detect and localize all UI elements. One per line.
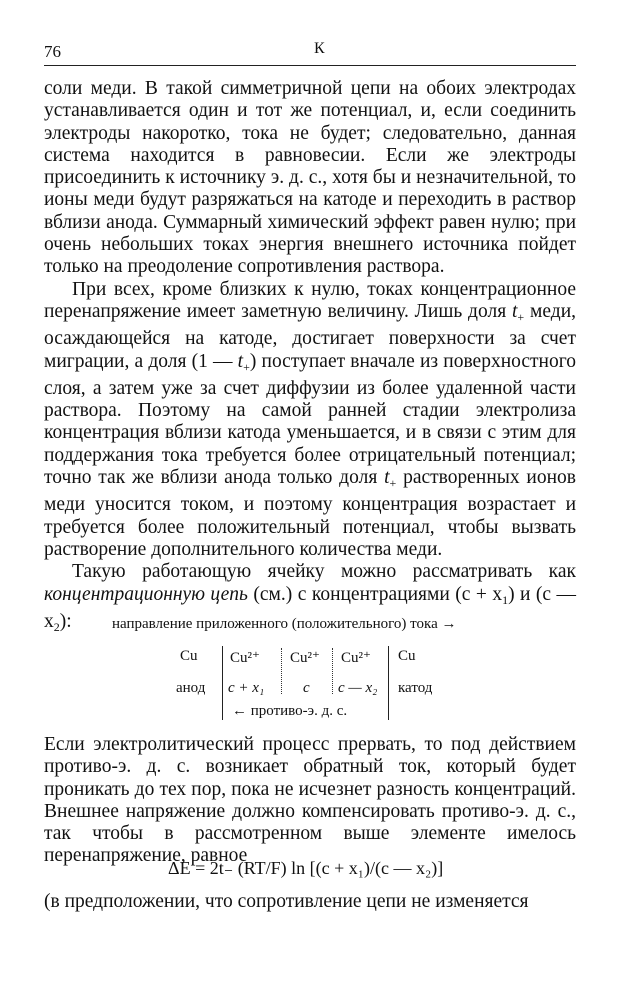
running-head: К bbox=[314, 40, 325, 57]
paragraph-4: Если электролитический процесс прервать, то под действием противо-э. д. с. возникает обратный ток, который будет проникать до тех пор, пока не исчезнет разность концентраций. Внешнее напряжение должно компенсировать противо-э. д. с., так чтобы в рассмотренном выше элементе имелось перенапряжение, равное bbox=[44, 734, 576, 867]
overvoltage-formula: ΔE = 2t₋ (RT/F) ln [(c + x₁)/(c — x₂)] bbox=[168, 858, 444, 878]
conc-zone-1: c + x₁ bbox=[228, 680, 265, 696]
cathode-metal: Cu bbox=[398, 648, 416, 664]
diagram-caption: направление приложенного (положительного) тока → bbox=[112, 616, 457, 632]
ion-zone-3: Cu²⁺ bbox=[341, 650, 371, 666]
paragraph-1: соли меди. В такой симметричной цепи на обоих электродах устанавливается один и тот же потенциал, и, если соединить электроды накоротко, тока не будет; следовательно, данная система находится в равновесии. Если же электроды присоединить к источнику э. д. с., хотя бы и незначительной, то ионы меди будут разряжаться на катоде и переходить в раствор вблизи анода. Суммарный химический эффект равен нулю; при очень небольших токах энергия внешнего источника пойдет только на преодоление сопротивления раствора. bbox=[44, 78, 576, 278]
term-link: концентрационную цепь bbox=[44, 583, 248, 605]
body-text-2 bbox=[44, 734, 576, 868]
paragraph-2: При всех, кроме близких к нулю, токах концентрационное перенапряжение имеет заметную величину. Лишь доля $t_+$ меди, осаждающейся на катоде, достигает поверхности за счет миграции, а доля (1 — $t_+$) поступает вначале из поверхностного слоя, а затем уже за счет диффузии из более удаленной части раствора. Поэтому на самой ранней стадии электролиза концентрация вблизи катода уменьшается, и в связи с этим для поддержания тока требуется более отрицательный потенциал; точно так же вблизи анода только доля $t_+$ растворенных ионов меди уносится током, и поэтому концентрация возрастает и требуется более положительный потенциал, чтобы вызвать растворение дополнительного количества меди. bbox=[44, 278, 577, 560]
body-text bbox=[44, 78, 576, 638]
anode-metal: Cu bbox=[180, 648, 198, 664]
conc-zone-2: c bbox=[303, 680, 310, 696]
back-emf-label: ← противо-э. д. с. bbox=[232, 703, 348, 719]
anode-label: анод bbox=[176, 680, 206, 696]
conc-zone-3: c — x₂ bbox=[338, 680, 378, 696]
paragraph-5: (в предположении, что сопротивление цепи не изменяется bbox=[44, 891, 529, 912]
zone-divider-2 bbox=[332, 648, 333, 694]
paragraph-3: Такую работающую ячейку можно рассматривать как концентрационную цепь (см.) с концентрациями $(c + x_1)$ и (c — $x_2$): bbox=[44, 561, 577, 634]
cathode-label: катод bbox=[398, 680, 433, 696]
page-header bbox=[44, 38, 576, 66]
cathode-boundary bbox=[388, 646, 389, 720]
page-number: 76 bbox=[44, 42, 61, 61]
header-rule bbox=[44, 65, 576, 66]
anode-boundary bbox=[222, 646, 223, 720]
zone-divider-1 bbox=[281, 648, 282, 694]
ion-zone-2: Cu²⁺ bbox=[290, 650, 320, 666]
ion-zone-1: Cu²⁺ bbox=[230, 650, 260, 666]
